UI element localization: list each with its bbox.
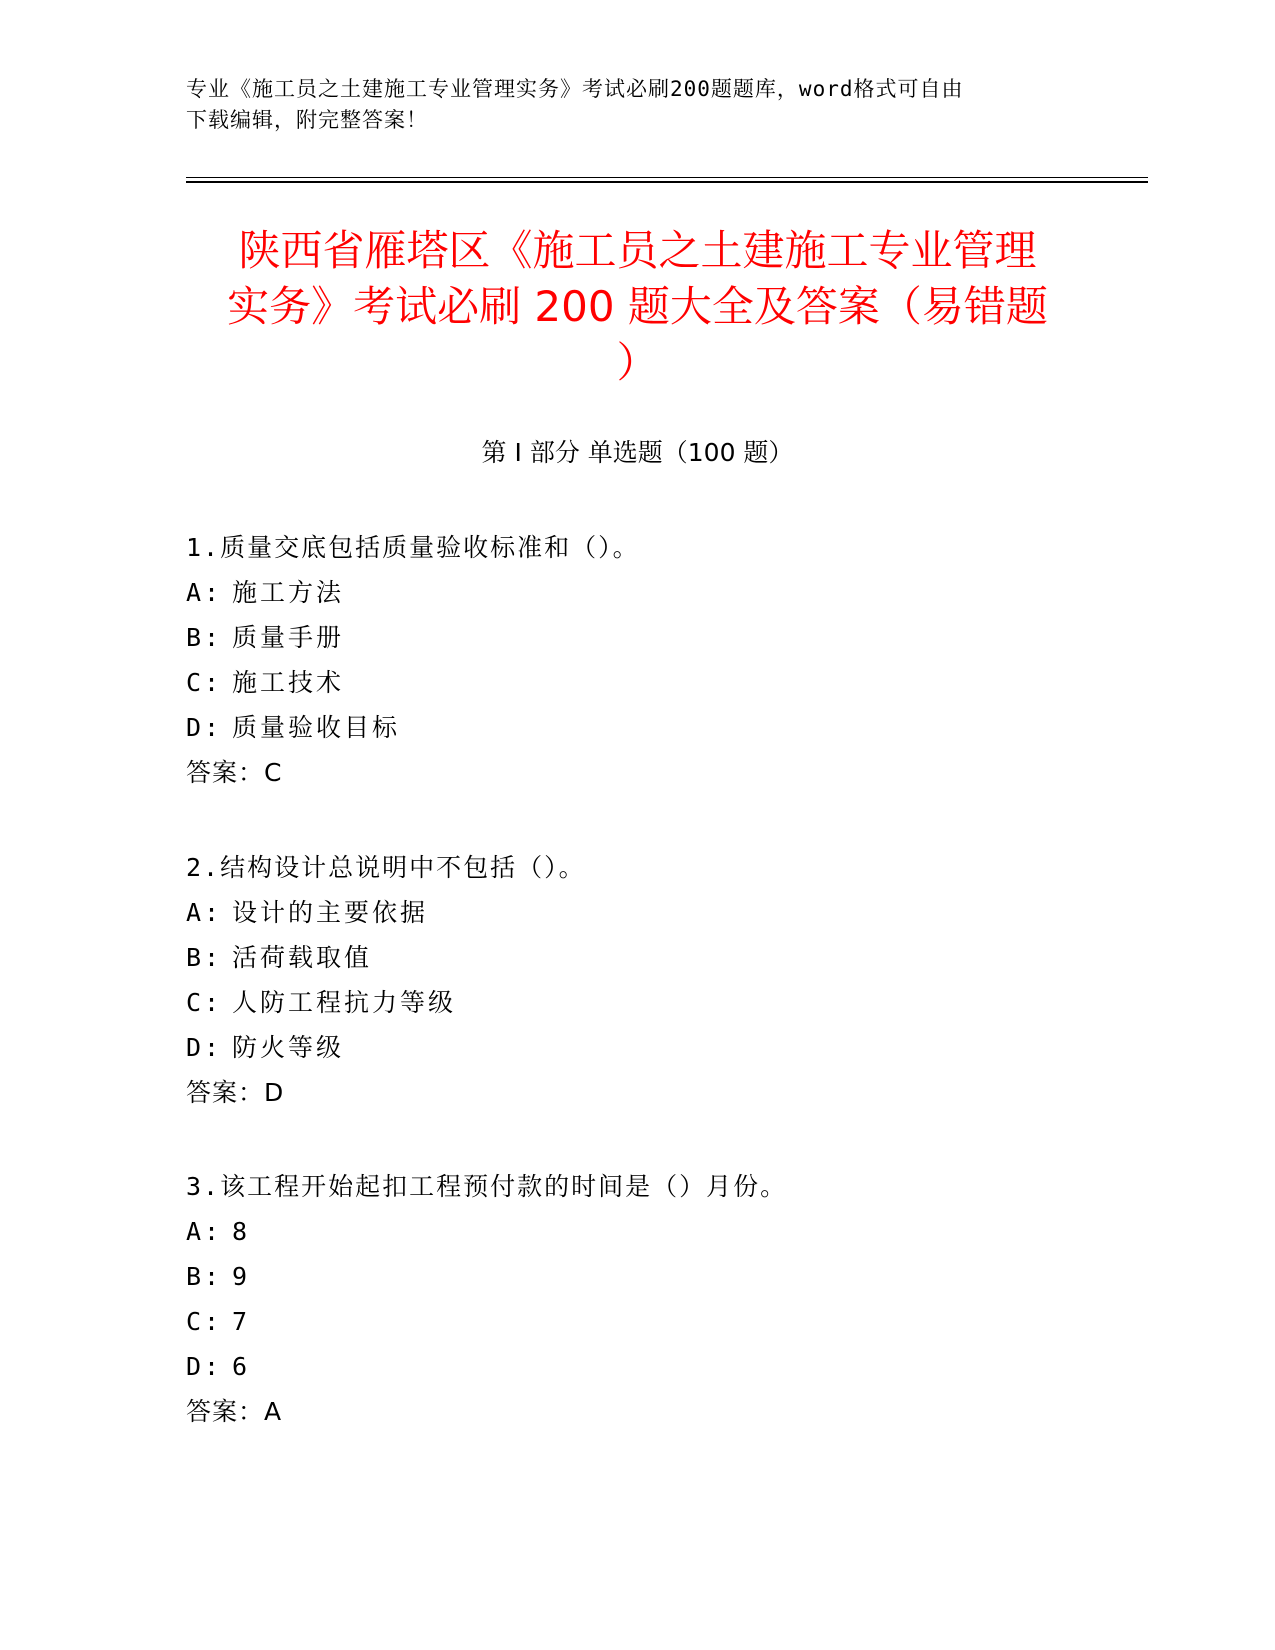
header-rule-thick (186, 181, 1148, 183)
document-title (186, 223, 1089, 391)
option-label: A: (186, 898, 223, 927)
option-text: 质量手册 (232, 623, 345, 652)
option-d (186, 1349, 1106, 1394)
question-1 (186, 530, 1106, 800)
option-c (186, 665, 1106, 710)
section-title: 第 I 部分 单选题（100 题） (481, 438, 794, 467)
option-label: D: (186, 713, 223, 742)
option-c (186, 985, 1106, 1030)
question-stem: 2.结构设计总说明中不包括（）。 (186, 853, 586, 882)
option-text: 施工技术 (232, 668, 345, 697)
header-rule-thin (186, 177, 1148, 178)
option-text: 7 (232, 1307, 251, 1336)
option-label: D: (186, 1352, 223, 1381)
question-3 (186, 1169, 1106, 1439)
document-title-line-1: 陕西省雁塔区《施工员之土建施工专业管理 (238, 226, 1037, 275)
option-label: B: (186, 623, 223, 652)
option-label: B: (186, 943, 223, 972)
question-2 (186, 850, 1106, 1120)
option-label: C: (186, 988, 223, 1017)
option-a (186, 895, 1106, 940)
question-stem: 1.质量交底包括质量验收标准和（）。 (186, 533, 640, 562)
document-title-line-2: 实务》考试必刷 200 题大全及答案（易错题 (227, 282, 1048, 331)
option-text: 8 (232, 1217, 251, 1246)
header-note (186, 74, 1066, 136)
option-text: 设计的主要依据 (232, 898, 429, 927)
option-label: A: (186, 1217, 223, 1246)
document-title-line-3: ） (616, 338, 659, 387)
header-note-line-2: 下载编辑，附完整答案！ (186, 108, 428, 132)
option-text: 6 (232, 1352, 251, 1381)
option-text: 施工方法 (232, 578, 345, 607)
option-label: C: (186, 668, 223, 697)
answer: 答案：C (186, 758, 283, 787)
option-d (186, 1030, 1106, 1075)
answer: 答案：A (186, 1397, 283, 1426)
option-text: 质量验收目标 (232, 713, 401, 742)
option-b (186, 620, 1106, 665)
question-stem: 3.该工程开始起扣工程预付款的时间是（）月份。 (186, 1172, 788, 1201)
option-c (186, 1304, 1106, 1349)
option-a (186, 575, 1106, 620)
option-text: 活荷载取值 (232, 943, 373, 972)
option-b (186, 940, 1106, 985)
option-label: D: (186, 1033, 223, 1062)
header-note-line-1: 专业《施工员之土建施工专业管理实务》考试必刷200题题库，word格式可自由 (186, 77, 964, 101)
option-d (186, 710, 1106, 755)
option-text: 人防工程抗力等级 (232, 988, 457, 1017)
option-text: 防火等级 (232, 1033, 345, 1062)
option-label: A: (186, 578, 223, 607)
answer: 答案：D (186, 1078, 285, 1107)
option-a (186, 1214, 1106, 1259)
option-b (186, 1259, 1106, 1304)
option-text: 9 (232, 1262, 251, 1291)
option-label: C: (186, 1307, 223, 1336)
option-label: B: (186, 1262, 223, 1291)
